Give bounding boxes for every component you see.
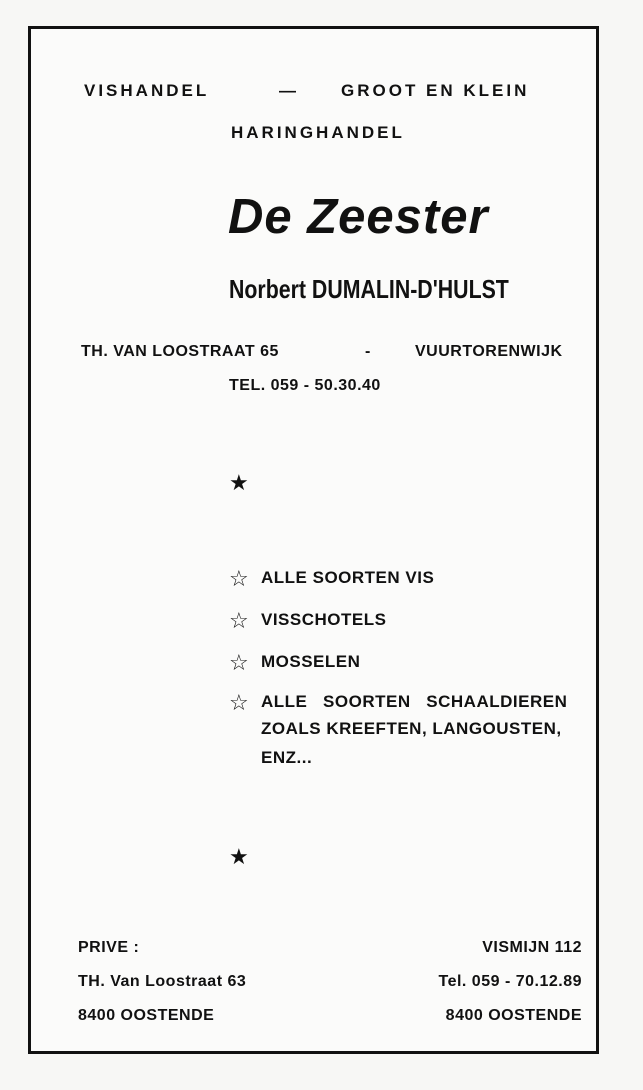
offer-item: MOSSELEN: [261, 652, 361, 671]
business-city: 8400 OOSTENDE: [445, 1007, 582, 1024]
business-tel: Tel. 059 - 70.12.89: [438, 973, 582, 990]
address-street: TH. VAN LOOSTRAAT 65: [81, 343, 279, 360]
header-dash: —: [279, 81, 299, 100]
prive-street: TH. Van Loostraat 63: [78, 973, 247, 990]
offer-item: VISSCHOTELS: [261, 610, 387, 629]
star-outline-icon: ☆: [229, 566, 249, 591]
header-groot-en-klein: GROOT EN KLEIN: [341, 81, 530, 100]
star-icon: ★: [229, 470, 249, 495]
star-outline-icon: ☆: [229, 650, 249, 675]
star-icon: ★: [229, 844, 249, 869]
advertisement-frame: [28, 26, 599, 1054]
offer-item-continued: ENZ...: [261, 748, 313, 767]
header-vishandel: VISHANDEL: [84, 81, 210, 100]
offer-item: ALLE SOORTEN SCHAALDIEREN: [261, 692, 568, 711]
business-label: VISMIJN 112: [482, 939, 582, 956]
prive-label: PRIVE :: [78, 939, 140, 956]
star-outline-icon: ☆: [229, 608, 249, 633]
prive-city: 8400 OOSTENDE: [78, 1007, 215, 1024]
address-district: VUURTORENWIJK: [415, 343, 563, 360]
owner-name: Norbert DUMALIN-D'HULST: [229, 274, 509, 304]
address-tel: TEL. 059 - 50.30.40: [229, 377, 381, 394]
address-separator: -: [365, 343, 371, 360]
offer-item-continued: ZOALS KREEFTEN, LANGOUSTEN,: [261, 719, 562, 738]
star-outline-icon: ☆: [229, 690, 249, 715]
brand-name: De Zeester: [228, 190, 489, 244]
header-haringhandel: HARINGHANDEL: [231, 123, 405, 142]
offer-item: ALLE SOORTEN VIS: [261, 568, 435, 587]
